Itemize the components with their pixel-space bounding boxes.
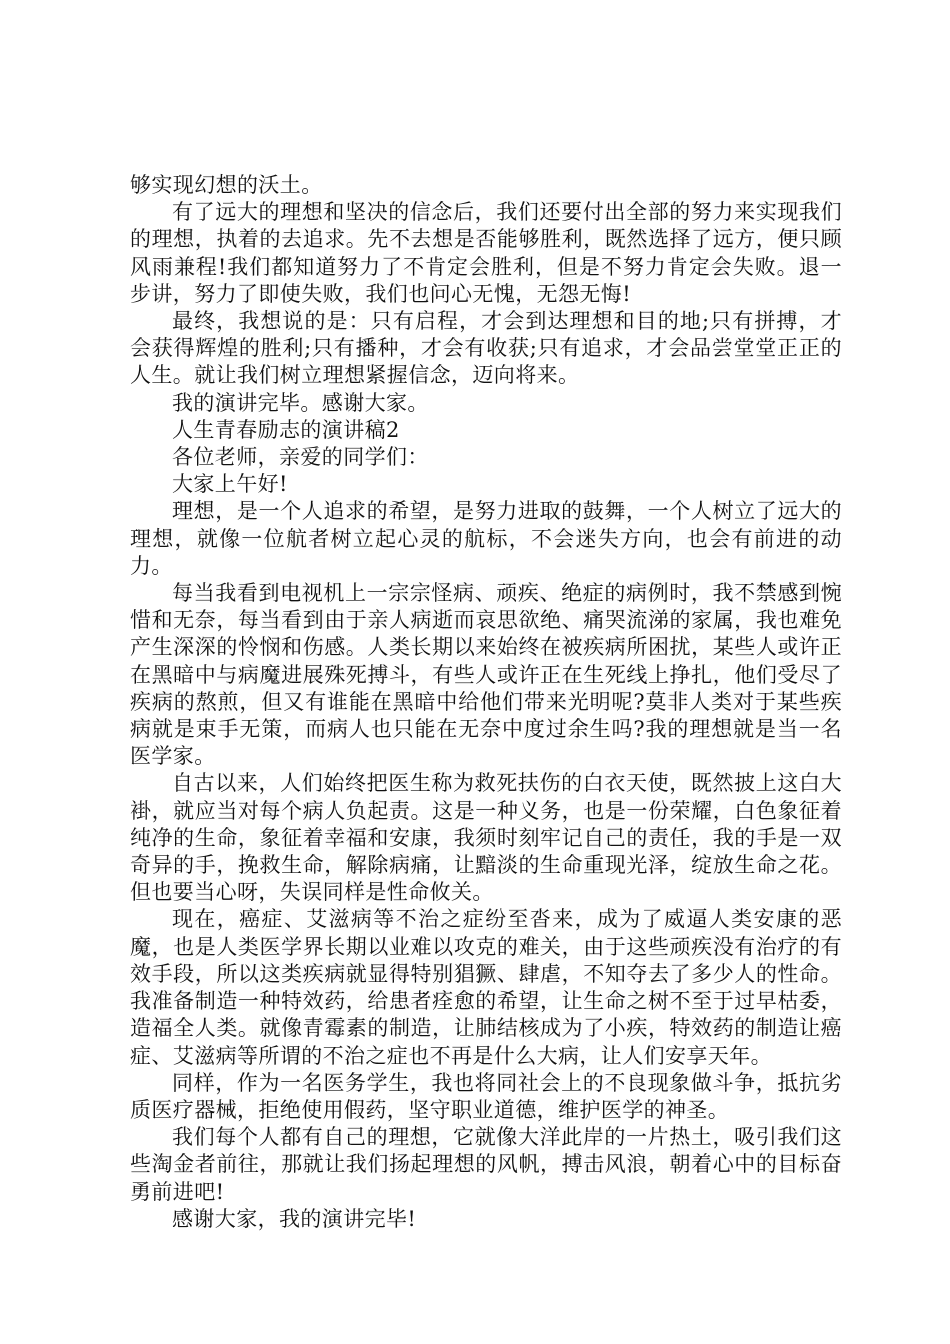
salutation: 各位老师，亲爱的同学们： [172, 445, 429, 470]
paragraph-cure: 现在，癌症、艾滋病等不治之症纷至沓来，成为了威逼人类安康的恶魔，也是人类医学界长期以业难以攻克的难关，由于这些顽疾没有治疗的有效手段，所以这类疾病就显得特别猖獗、肆虐，不知夺去了多少人的性命。我准备制造一种特效药，给患者痊愈的希望，让生命之树不至于过早枯委，造福全人类。就像青霉素的制造，让肺结核成为了小疾，特效药的制造让癌症、艾滋病等所谓的不治之症也不再是什么大病，让人们安享天年。 [130, 907, 842, 1068]
speech-title: 人生青春励志的演讲稿2 [172, 417, 400, 442]
paragraph-thanks: 感谢大家，我的演讲完毕! [172, 1206, 417, 1231]
paragraph-continuation: 够实现幻想的沃土。 [130, 173, 323, 197]
paragraph-diseases: 每当我看到电视机上一宗宗怪病、顽疾、绝症的病例时，我不禁感到惋惜和无奈，每当看到由于亲人病逝而哀思欲绝、痛哭流涕的家属，我也难免产生深深的怜悯和伤感。人类长期以来始终在被疾病所困扰，某些人或许正在黑暗中与病魔进展殊死搏斗，有些人或许正在生死线上挣扎，他们受尽了疾病的熬煎，但又有谁能在黑暗中给他们带来光明呢?莫非人类对于某些疾病就是束手无策，而病人也只能在无奈中度过余生吗?我的理想就是当一名医学家。 [130, 581, 842, 769]
greeting: 大家上午好! [172, 472, 288, 497]
paragraph-conclusion: 最终，我想说的是：只有启程，才会到达理想和目的地;只有拼搏，才会获得辉煌的胜利;只有播种，才会有收获;只有追求，才会品尝堂堂正正的人生。就让我们树立理想紧握信念，迈向将来。 [130, 309, 842, 388]
paragraph-ideal: 理想，是一个人追求的希望，是努力进取的鼓舞，一个人树立了远大的理想，就像一位航者树立起心灵的航标，不会迷失方向，也会有前进的动力。 [130, 499, 842, 578]
paragraph-dreams: 我们每个人都有自己的理想，它就像大洋此岸的一片热土，吸引我们这些淘金者前往，那就让我们扬起理想的风帆，搏击风浪，朝着心中的目标奋勇前进吧! [130, 1125, 842, 1204]
paragraph-effort: 有了远大的理想和坚决的信念后，我们还要付出全部的努力来实现我们的理想，执着的去追求。先不去想是否能够胜利，既然选择了远方，便只顾风雨兼程!我们都知道努力了不肯定会胜利，但是不努力肯定会失败。退一步讲，努力了即使失败，我们也问心无愧，无怨无悔! [130, 200, 842, 306]
paragraph-ethics: 同样，作为一名医务学生，我也将同社会上的不良现象做斗争，抵抗劣质医疗器械，拒绝使用假药，坚守职业道德，维护医学的神圣。 [130, 1070, 842, 1122]
paragraph-doctors: 自古以来，人们始终把医生称为救死扶伤的白衣天使，既然披上这白大褂，就应当对每个病人负起责。这是一种义务，也是一份荣耀，白色象征着纯净的生命，象征着幸福和安康，我须时刻牢记自己的责任，我的手是一双奇异的手，挽救生命，解除病痛，让黯淡的生命重现光泽，绽放生命之花。但也要当心呀，失误同样是性命攸关。 [130, 771, 842, 905]
document-body [130, 172, 842, 1233]
paragraph-closing: 我的演讲完毕。感谢大家。 [172, 390, 429, 415]
